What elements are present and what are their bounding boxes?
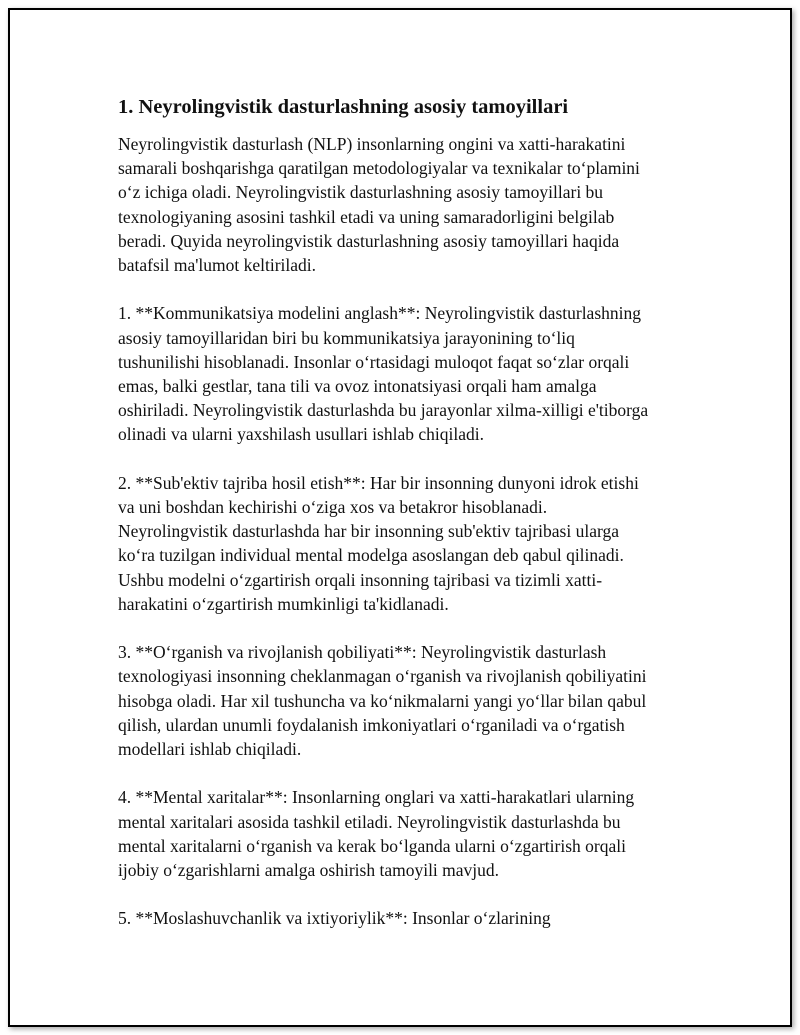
paragraph-line: mental xaritalari asosida tashkil etiladi. Neyrolingvistik dasturlashda bu xyxy=(118,811,621,832)
paragraph-line: tushunilishi hisoblanadi. Insonlar o‘rtasidagi muloqot faqat so‘zlar orqali xyxy=(118,351,630,372)
paragraph-line: va uni boshdan kechirishi o‘ziga xos va betakror hisoblanadi. xyxy=(118,497,548,518)
paragraph-line: olinadi va ularni yaxshilash usullari ishlab chiqiladi. xyxy=(118,424,484,445)
paragraph xyxy=(118,132,678,277)
paragraph-line: asosiy tamoyillaridan biri bu kommunikatsiya jarayonining to‘liq xyxy=(118,327,575,348)
paragraph-line: qilish, ulardan unumli foydalanish imkoniyatlari o‘rganiladi va o‘rgatish xyxy=(118,714,625,735)
paragraph-line: emas, balki gestlar, tana tili va ovoz intonatsiyasi orqali ham amalga xyxy=(118,376,597,397)
paragraph-line: oshiriladi. Neyrolingvistik dasturlashda bu jarayonlar xilma-xilligi e'tiborga xyxy=(118,400,649,421)
paragraph-line: 1. **Kommunikatsiya modelini anglash**: Neyrolingvistik dasturlashning xyxy=(118,303,642,324)
paragraph xyxy=(118,301,678,446)
paragraph xyxy=(118,785,678,882)
paragraph-line: texnologiyaning asosini tashkil etadi va uning samaradorligini belgilab xyxy=(118,206,615,227)
paragraph-line: hisobga oladi. Har xil tushuncha va ko‘nikmalarni yangi yo‘llar bilan qabul xyxy=(118,690,647,711)
paragraph-line: 2. **Sub'ektiv tajriba hosil etish**: Har bir insonning dunyoni idrok etishi xyxy=(118,472,639,493)
paragraph-line: samarali boshqarishga qaratilgan metodologiyalar va texnikalar to‘plamini xyxy=(118,158,640,179)
paragraph-line: ijobiy o‘zgarishlarni amalga oshirish tamoyili mavjud. xyxy=(118,860,500,881)
paragraph-line: mental xaritalarni o‘rganish va kerak bo‘lganda ularni o‘zgartirish orqali xyxy=(118,835,626,856)
paragraph-line: beradi. Quyida neyrolingvistik dasturlashning asosiy tamoyillari haqida xyxy=(118,230,620,251)
paragraph-line: ko‘ra tuzilgan individual mental modelga asoslangan deb qabul qilinadi. xyxy=(118,545,624,566)
paragraph xyxy=(118,471,678,616)
paragraph-line: texnologiyasi insonning cheklanmagan o‘rganish va rivojlanish qobiliyatini xyxy=(118,666,647,687)
document-body xyxy=(118,94,678,955)
paragraph-line: batafsil ma'lumot keltiriladi. xyxy=(118,255,317,276)
paragraph-line: 4. **Mental xaritalar**: Insonlarning onglari va xatti-harakatlari ularning xyxy=(118,787,635,808)
paragraph-line: Neyrolingvistik dasturlashda har bir insonning sub'ektiv tajribasi ularga xyxy=(118,521,620,542)
paragraph-line: Ushbu modelni o‘zgartirish orqali insonning tajribasi va tizimli xatti- xyxy=(118,569,603,590)
paragraph-line: 3. **O‘rganish va rivojlanish qobiliyati**: Neyrolingvistik dasturlash xyxy=(118,642,607,663)
paragraph-line: modellari ishlab chiqiladi. xyxy=(118,739,302,760)
paragraph-line: Neyrolingvistik dasturlash (NLP) insonlarning ongini va xatti-harakatini xyxy=(118,134,626,154)
paragraph-line: o‘z ichiga oladi. Neyrolingvistik dasturlashning asosiy tamoyillari bu xyxy=(118,182,604,203)
paragraph-line: 5. **Moslashuvchanlik va ixtiyoriylik**: Insonlar o‘zlarining xyxy=(118,908,551,929)
paragraph xyxy=(118,640,678,761)
paragraph xyxy=(118,906,678,930)
paragraph-list xyxy=(118,132,678,931)
document-title: 1. Neyrolingvistik dasturlashning asosiy tamoyillari xyxy=(118,96,569,118)
paragraph-line: harakatini o‘zgartirish mumkinligi ta'kidlanadi. xyxy=(118,593,449,614)
